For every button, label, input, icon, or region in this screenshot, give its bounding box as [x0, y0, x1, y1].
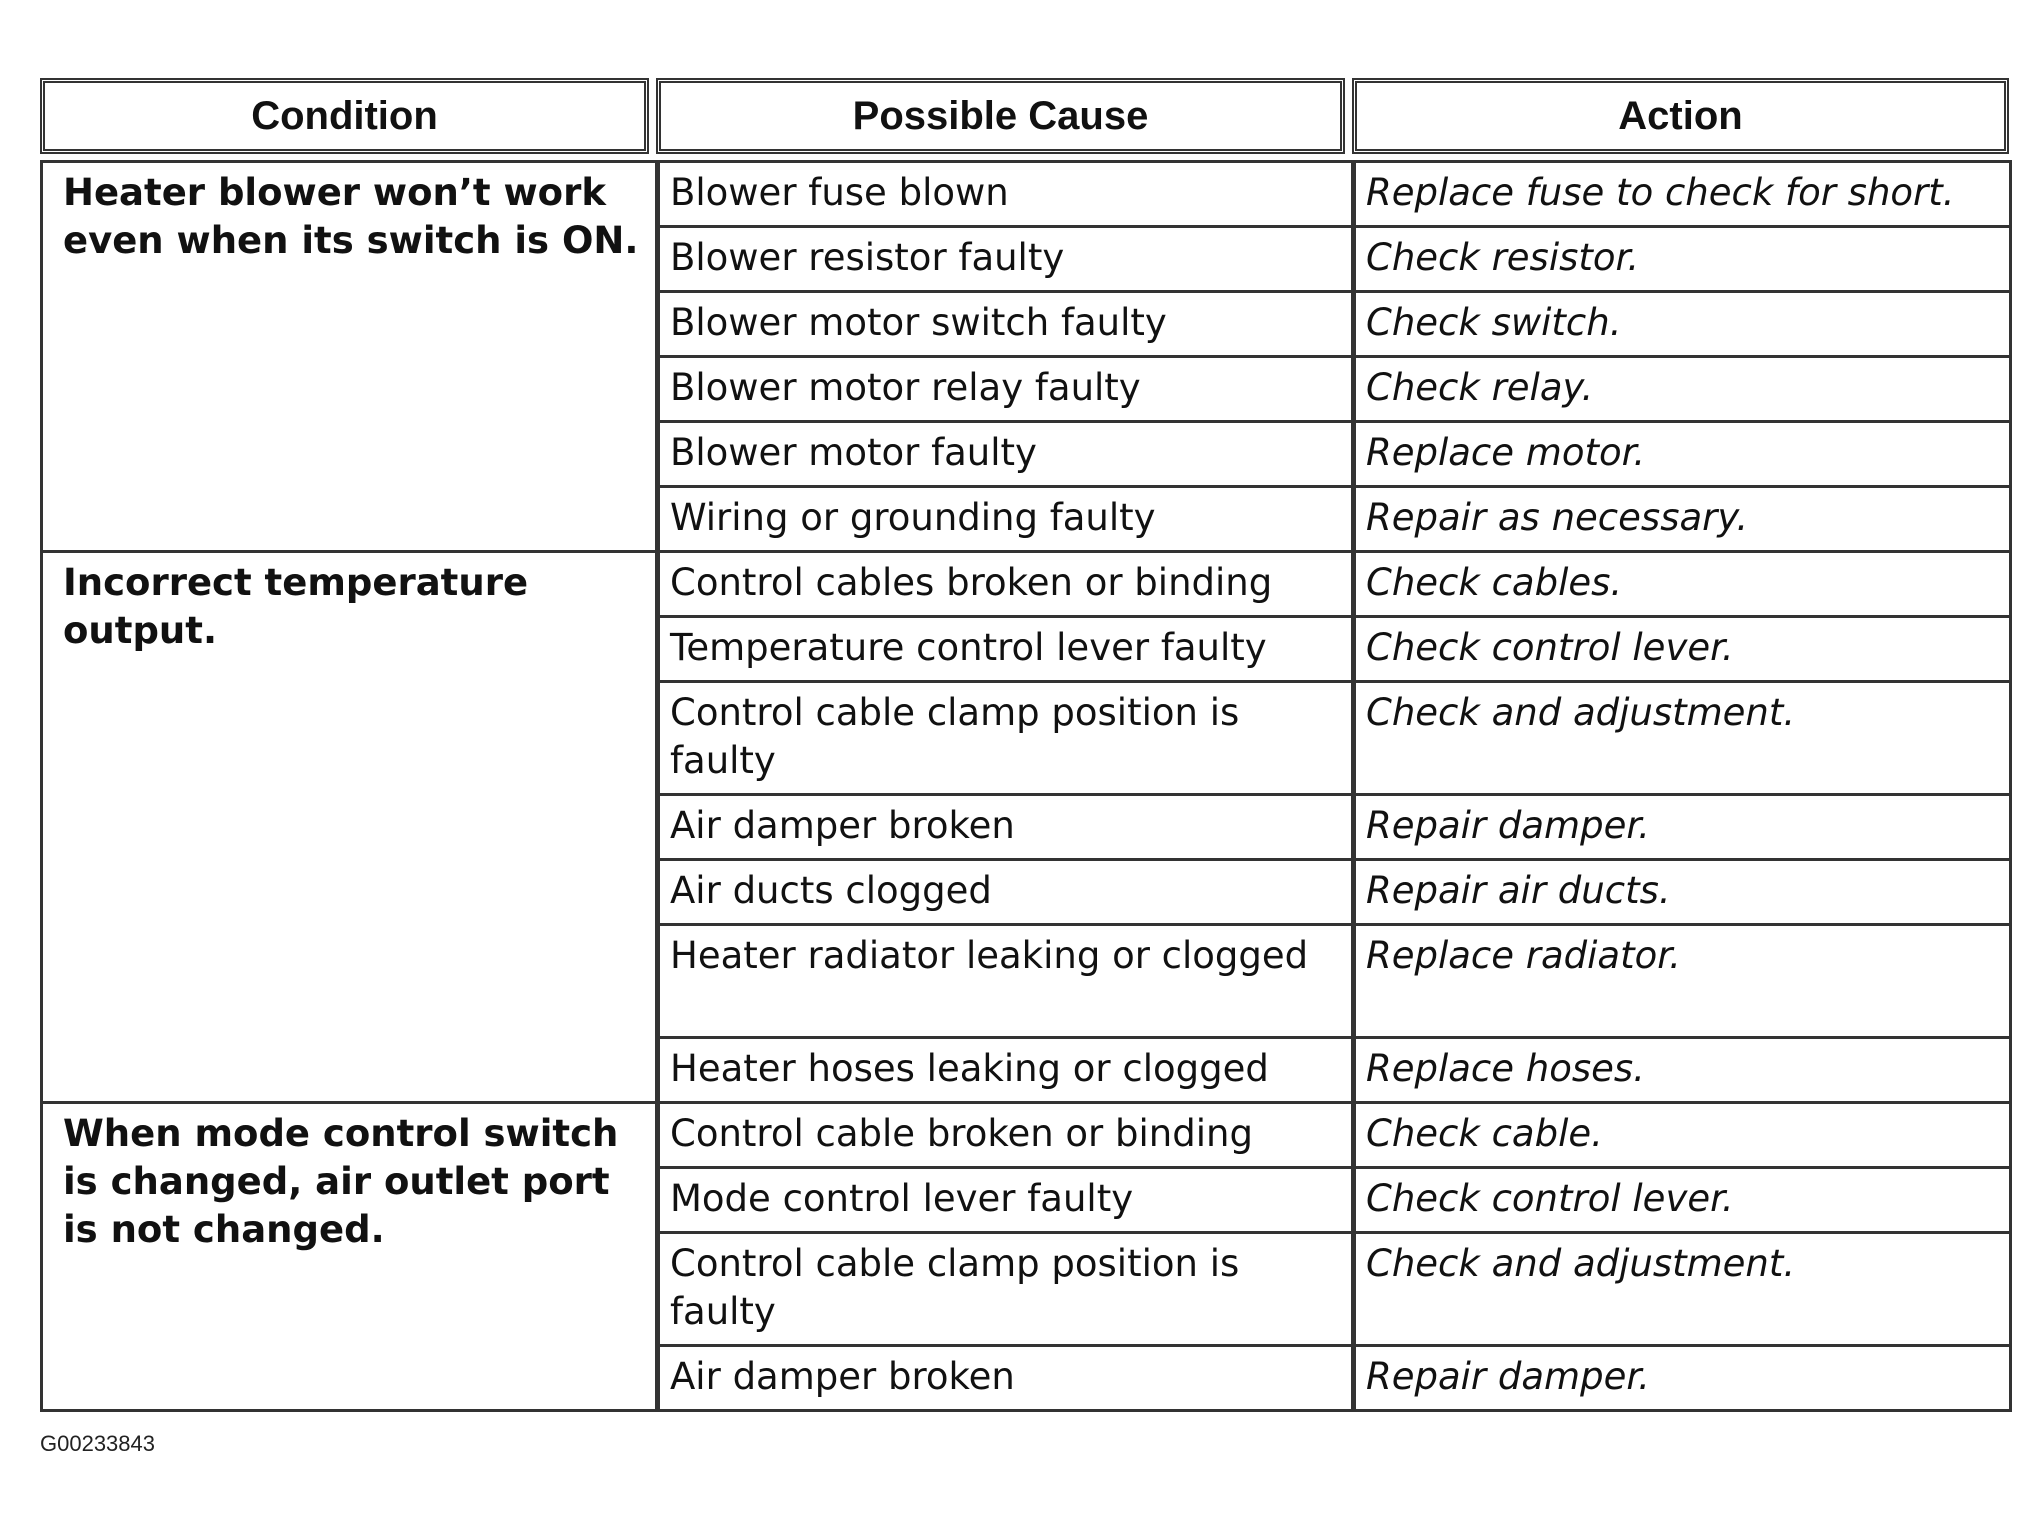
- condition-cell: Heater blower won’t work even when its switch is ON.: [42, 162, 658, 552]
- cause-cell: Air damper broken: [658, 1346, 1354, 1411]
- cause-cell: Control cables broken or binding: [658, 552, 1354, 617]
- action-cell: Check switch.: [1354, 292, 2011, 357]
- figure-id: G00233843: [40, 1431, 155, 1456]
- table-row: [42, 552, 2011, 617]
- action-cell: Repair air ducts.: [1354, 860, 2011, 925]
- action-cell: Check control lever.: [1354, 617, 2011, 682]
- cause-cell: Blower fuse blown: [658, 162, 1354, 227]
- cause-cell: Wiring or grounding faulty: [658, 487, 1354, 552]
- cause-cell: Blower motor relay faulty: [658, 357, 1354, 422]
- action-cell: Check cable.: [1354, 1103, 2011, 1168]
- action-cell: Check resistor.: [1354, 227, 2011, 292]
- table-row: [42, 162, 2011, 227]
- cause-cell: Heater hoses leaking or clogged: [658, 1038, 1354, 1103]
- condition-cell: When mode control switch is changed, air outlet port is not changed.: [42, 1103, 658, 1411]
- action-cell: Check cables.: [1354, 552, 2011, 617]
- action-cell: Check and adjustment.: [1354, 1233, 2011, 1346]
- condition-cell: Incorrect temperature output.: [42, 552, 658, 1103]
- header-action: Action: [1352, 78, 2009, 154]
- action-cell: Check control lever.: [1354, 1168, 2011, 1233]
- cause-cell: Control cable clamp position is faulty: [658, 1233, 1354, 1346]
- cause-cell: Blower motor switch faulty: [658, 292, 1354, 357]
- action-cell: Check and adjustment.: [1354, 682, 2011, 795]
- action-cell: Repair damper.: [1354, 795, 2011, 860]
- table-row: [42, 1103, 2011, 1168]
- cause-cell: Heater radiator leaking or clogged: [658, 925, 1354, 1038]
- cause-cell: Control cable broken or binding: [658, 1103, 1354, 1168]
- action-cell: Check relay.: [1354, 357, 2011, 422]
- cause-cell: Temperature control lever faulty: [658, 617, 1354, 682]
- troubleshooting-table: [40, 160, 2012, 1412]
- cause-cell: Blower resistor faulty: [658, 227, 1354, 292]
- action-cell: Repair damper.: [1354, 1346, 2011, 1411]
- cause-cell: Control cable clamp position is faulty: [658, 682, 1354, 795]
- cause-cell: Air ducts clogged: [658, 860, 1354, 925]
- header-possible-cause: Possible Cause: [656, 78, 1345, 154]
- cause-cell: Mode control lever faulty: [658, 1168, 1354, 1233]
- action-cell: Replace motor.: [1354, 422, 2011, 487]
- cause-cell: Air damper broken: [658, 795, 1354, 860]
- action-cell: Replace hoses.: [1354, 1038, 2011, 1103]
- action-cell: Replace fuse to check for short.: [1354, 162, 2011, 227]
- action-cell: Repair as necessary.: [1354, 487, 2011, 552]
- action-cell: Replace radiator.: [1354, 925, 2011, 1038]
- header-condition: Condition: [40, 78, 649, 154]
- cause-cell: Blower motor faulty: [658, 422, 1354, 487]
